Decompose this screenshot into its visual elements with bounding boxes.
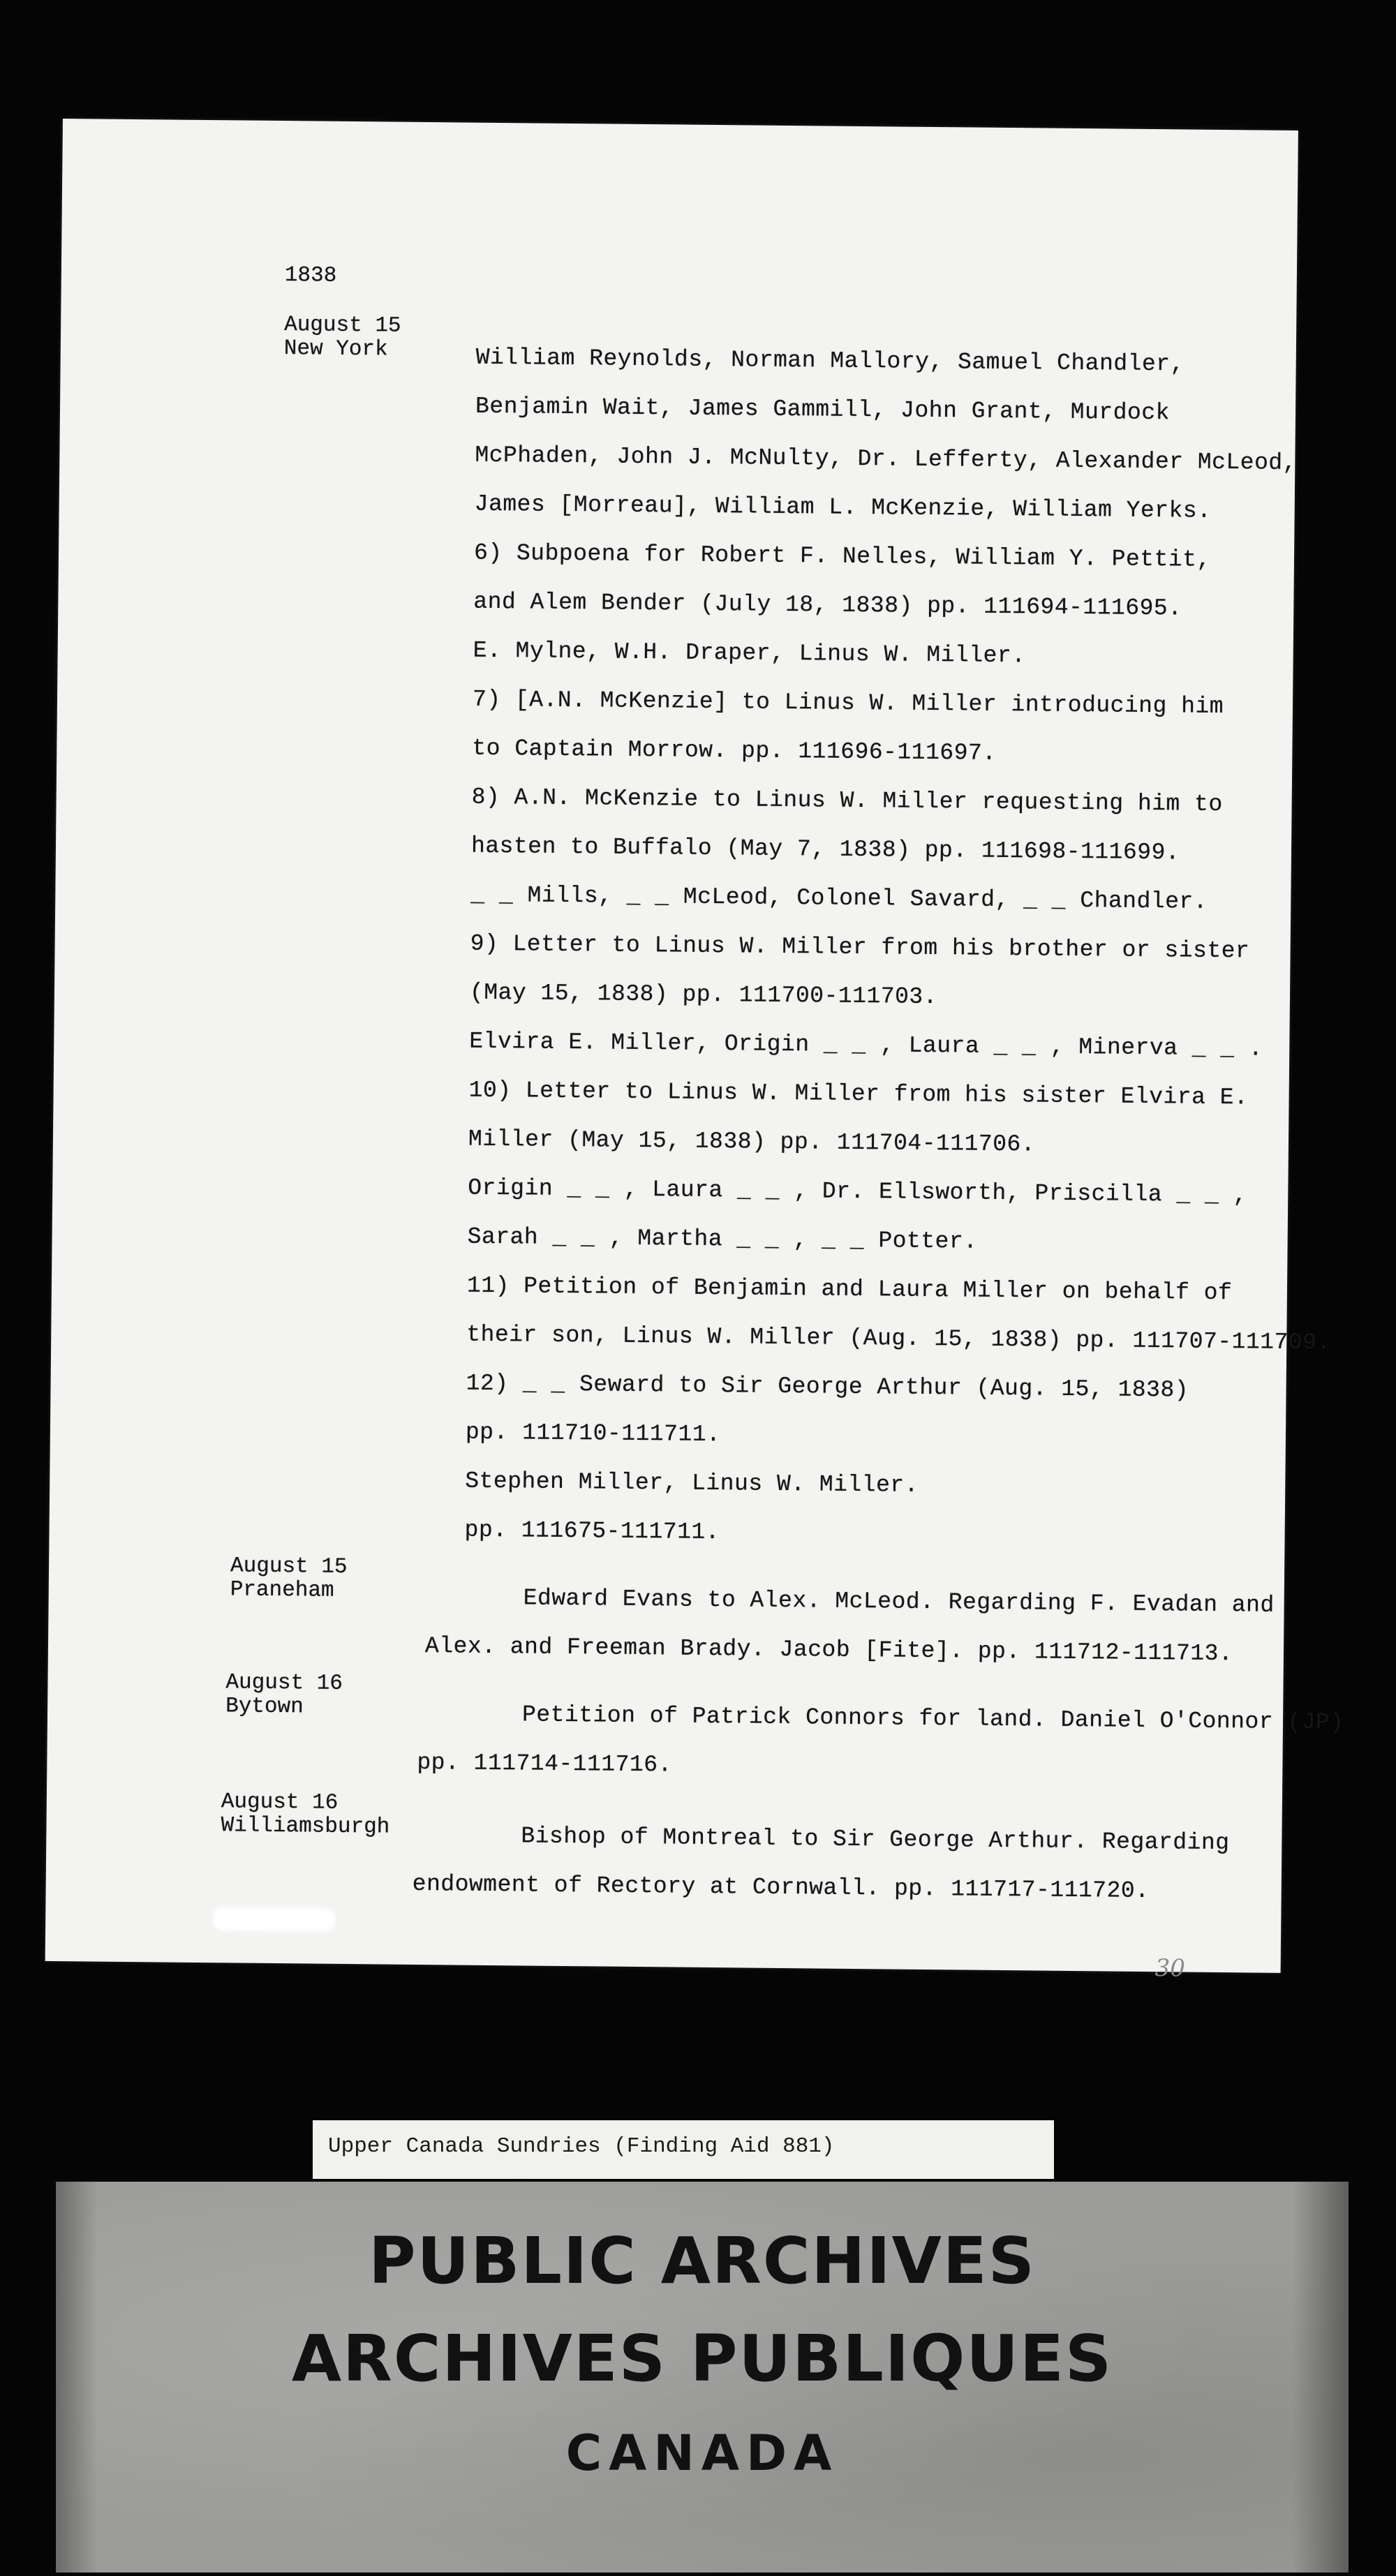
entry-1-line-11: hasten to Buffalo (May 7, 1838) pp. 111698-111699. xyxy=(470,833,1180,866)
entry-2-line-1: Edward Evans to Alex. McLeod. Regarding F. Evadan and xyxy=(523,1585,1275,1618)
entry-1-place: New York xyxy=(283,336,388,362)
entry-1-line-24: Stephen Miller, Linus W. Miller. xyxy=(465,1468,919,1498)
entry-1-line-13: 9) Letter to Linus W. Miller from his brother or sister xyxy=(470,930,1250,965)
archives-banner xyxy=(56,2182,1349,2573)
entry-2-date: August 15 xyxy=(230,1554,348,1580)
entry-2-place: Praneham xyxy=(230,1577,334,1603)
entry-1-line-1: William Reynolds, Norman Mallory, Samuel Chandler, xyxy=(475,344,1185,378)
page-number: 30 xyxy=(1154,1954,1186,1983)
finding-aid-text: Upper Canada Sundries (Finding Aid 881) xyxy=(328,2134,835,2159)
entry-3-date: August 16 xyxy=(225,1670,343,1696)
entry-1-line-15: Elvira E. Miller, Origin _ _ , Laura _ _ , Minerva _ _ . xyxy=(469,1028,1263,1062)
entry-3-line-2: pp. 111714-111716. xyxy=(417,1749,673,1778)
white-smudge xyxy=(213,1907,335,1932)
banner-line-country: CANADA xyxy=(565,2425,839,2482)
entry-2-line-2: Alex. and Freeman Brady. Jacob [Fite]. pp. 111712-111713. xyxy=(424,1633,1233,1667)
entry-1-line-14: (May 15, 1838) pp. 111700-111703. xyxy=(469,979,938,1011)
entry-1-line-16: 10) Letter to Linus W. Miller from his sister Elvira E. xyxy=(468,1077,1249,1111)
entry-4-place: Williamsburgh xyxy=(221,1813,390,1840)
entry-1-line-12: _ _ Mills, _ _ McLeod, Colonel Savard, _ _ Chandler. xyxy=(470,881,1208,915)
entry-1-line-8: 7) [A.N. McKenzie] to Linus W. Miller introducing him xyxy=(472,686,1224,720)
entry-1-line-23: pp. 111710-111711. xyxy=(465,1419,721,1448)
entry-1-line-20: 11) Petition of Benjamin and Laura Miller on behalf of xyxy=(466,1272,1233,1306)
entry-4-line-2: endowment of Rectory at Cornwall. pp. 111717-111720. xyxy=(412,1870,1150,1905)
entry-1-line-10: 8) A.N. McKenzie to Linus W. Miller requesting him to xyxy=(471,784,1223,817)
entry-1-line-18: Origin _ _ , Laura _ _ , Dr. Ellsworth, Priscilla _ _ , xyxy=(468,1175,1248,1209)
entry-4-date: August 16 xyxy=(221,1789,339,1815)
entry-1-line-2: Benjamin Wait, James Gammill, John Grant, Murdock xyxy=(475,393,1171,426)
entry-1-line-7: E. Mylne, W.H. Draper, Linus W. Miller. xyxy=(473,637,1026,669)
entry-4-line-1: Bishop of Montreal to Sir George Arthur. Regarding xyxy=(521,1823,1230,1856)
entry-1-line-22: 12) _ _ Seward to Sir George Arthur (Aug. 15, 1838) xyxy=(466,1370,1189,1404)
banner-line-english: PUBLIC ARCHIVES xyxy=(369,2224,1036,2298)
entry-1-date: August 15 xyxy=(284,313,401,338)
year-heading: 1838 xyxy=(284,263,337,288)
entry-1-line-5: 6) Subpoena for Robert F. Nelles, William Y. Pettit, xyxy=(473,539,1211,573)
finding-aid-label xyxy=(313,2120,1054,2179)
entry-3-place: Bytown xyxy=(225,1694,304,1720)
entry-1-line-21: their son, Linus W. Miller (Aug. 15, 1838) pp. 111707-111709. xyxy=(466,1321,1331,1356)
document-page xyxy=(45,119,1344,1983)
entry-1-line-25: pp. 111675-111711. xyxy=(464,1517,720,1546)
entry-1-line-17: Miller (May 15, 1838) pp. 111704-111706. xyxy=(468,1126,1036,1158)
entry-1-line-19: Sarah _ _ , Martha _ _ , _ _ Potter. xyxy=(467,1223,978,1255)
entry-1-line-6: and Alem Bender (July 18, 1838) pp. 111694-111695. xyxy=(473,588,1182,622)
entry-1-line-4: James [Morreau], William L. McKenzie, William Yerks. xyxy=(474,491,1212,524)
entry-1-line-3: McPhaden, John J. McNulty, Dr. Lefferty, Alexander McLeod, xyxy=(475,442,1298,476)
entry-3-line-1: Petition of Patrick Connors for land. Daniel O'Connor (JP) xyxy=(521,1702,1344,1736)
entry-1-line-9: to Captain Morrow. pp. 111696-111697. xyxy=(472,735,997,766)
banner-line-french: ARCHIVES PUBLIQUES xyxy=(291,2321,1113,2396)
